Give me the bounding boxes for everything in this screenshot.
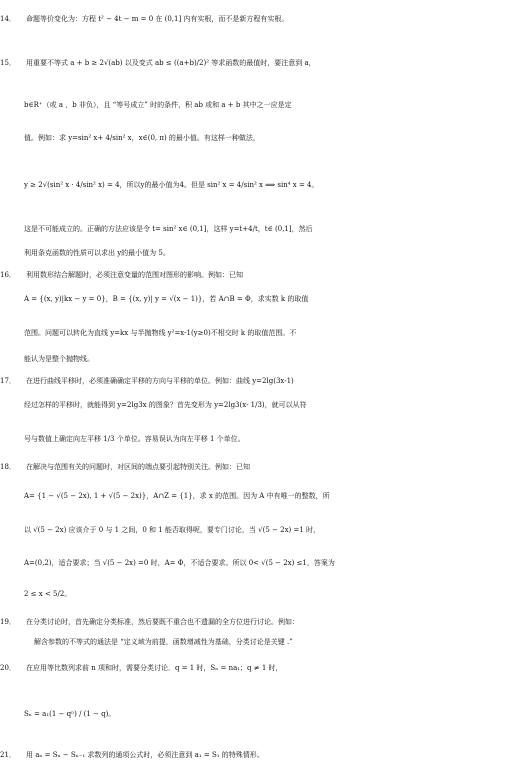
line-18 <box>0 460 512 474</box>
line-text: 用重要不等式 a + b ≥ 2√(ab) 以及变式 ab ≤ ((a+b)/2)² 等求函数的最值时，要注意到 a， <box>26 59 316 67</box>
line-18-cont-4 <box>0 587 512 601</box>
line-15-cont-1 <box>0 98 512 112</box>
line-text: 利用数形结合解题时，必须注意变量的范围对图形的影响。例如：已知 <box>26 271 243 279</box>
line-19-cont-1 <box>0 635 512 649</box>
item-number: 14． <box>0 15 16 23</box>
line-text: A= {1 − √(5 − 2x), 1 + √(5 − 2x)}，A∩Z = {1}，求 x 的范围。因为 A 中有唯一的整数，所 <box>24 492 330 500</box>
line-15-cont-4 <box>0 222 512 236</box>
line-17-cont-1 <box>0 398 512 412</box>
line-16 <box>0 268 512 282</box>
line-21 <box>0 748 512 762</box>
line-20 <box>0 661 512 675</box>
line-18-cont-1 <box>0 489 512 503</box>
line-19 <box>0 615 512 629</box>
line-text: 号与数值上确定向左平移 1/3 个单位。容易误认为向左平移 1 个单位。 <box>24 435 245 443</box>
line-text: 在进行曲线平移时，必须准确确定平移的方向与平移的单位。例如：曲线 y=2lg(3x-1) <box>26 377 294 385</box>
line-16-cont-3 <box>0 352 512 366</box>
line-text: 解含参数的不等式的通法是 “定义域为前提，函数增减性为基础，分类讨论是关键 .” <box>34 638 293 646</box>
line-text: 以 √(5 − 2x) 应该介于 0 与 1 之间，0 和 1 能否取得呢，要专门讨论，当 √(5 − 2x) =1 时， <box>24 526 321 534</box>
line-text: 命题等价变化为：方程 t² − 4t − m = 0 在 (0,1] 内有实根，而不是新方程有实根。 <box>26 15 289 23</box>
line-text: 经过怎样的平移时，就能得到 y=2lg3x 的图象？首先变形为 y=2lg3(x- 1/3)，就可以从符 <box>24 401 307 409</box>
line-16-cont-1 <box>0 292 512 306</box>
line-text: 2 ≤ x < 5/2。 <box>24 590 72 598</box>
line-20-cont-1 <box>0 707 512 721</box>
line-15-cont-3 <box>0 178 512 192</box>
line-text: 在应用等比数列求前 n 项和时，需要分类讨论．q = 1 时，Sₙ = na₁；q ≠ 1 时， <box>26 664 283 672</box>
line-text: 值。例如：求 y=sin² x+ 4/sin² x，x∈(0, π) 的最小值。有这样一种做法， <box>24 134 260 142</box>
line-text: 范围。问题可以转化为直线 y=kx 与半抛物线 y²=x-1(y≥0)不相交时 k 的取值范围。不 <box>24 329 297 337</box>
line-15-cont-5 <box>0 246 512 260</box>
line-text: 在分类讨论时，首先确定分类标准，然后要既不重合也不遗漏的全方位进行讨论。例如： <box>26 618 299 626</box>
line-text: y ≥ 2√(sin² x · 4/sin² x) = 4，所以y的最小值为4。但是 sin² x = 4/sin² x ⟹ sin⁴ x = 4。 <box>24 181 319 189</box>
line-14 <box>0 12 512 26</box>
line-16-cont-2 <box>0 326 512 340</box>
item-number: 21． <box>0 751 16 759</box>
line-17 <box>0 374 512 388</box>
line-15-cont-2 <box>0 131 512 145</box>
item-number: 17． <box>0 377 16 385</box>
item-number: 15． <box>0 59 16 67</box>
line-text: A = {(x, y)|kx − y = 0}，B = {(x, y)| y = √(x − 1)}，若 A∩B = Φ，求实数 k 的取值 <box>24 295 309 303</box>
line-15 <box>0 56 512 70</box>
item-number: 19． <box>0 618 16 626</box>
line-17-cont-2 <box>0 432 512 446</box>
line-text: 能认为是整个抛物线。 <box>24 355 94 363</box>
item-number: 16． <box>0 271 16 279</box>
line-text: b∈R⁺（或 a ，b 非负），且 “等号成立” 时的条件，积 ab 或和 a + b 其中之一应是定 <box>24 101 292 109</box>
line-text: Sₙ = a₁(1 − qⁿ) / (1 − q)。 <box>24 710 116 718</box>
item-number: 18． <box>0 463 16 471</box>
line-18-cont-2 <box>0 523 512 537</box>
line-text: A=(0,2)，适合要求；当 √(5 − 2x) =0 时，A= Φ，不适合要求。所以 0< √(5 − 2x) ≤1，答案为 <box>24 559 335 567</box>
line-text: 利用条克函数的性质可以求出 y的最小值为 5。 <box>24 249 170 257</box>
line-text: 用 aₙ = Sₙ − Sₙ₋₁ 求数列的通项公式时，必须注意到 a₁ = S₁ 的特殊情形。 <box>26 751 264 759</box>
item-number: 20． <box>0 664 16 672</box>
line-text: 在解决与范围有关的问题时，对区间的端点要引起特别关注。例如：已知 <box>26 463 250 471</box>
line-text: 这是不可能成立的。正确的方法应该是令 t= sin² x∈ (0,1]，这样 y=t+4/t，t∈ (0,1]，然后 <box>24 225 313 233</box>
line-18-cont-3 <box>0 556 512 570</box>
